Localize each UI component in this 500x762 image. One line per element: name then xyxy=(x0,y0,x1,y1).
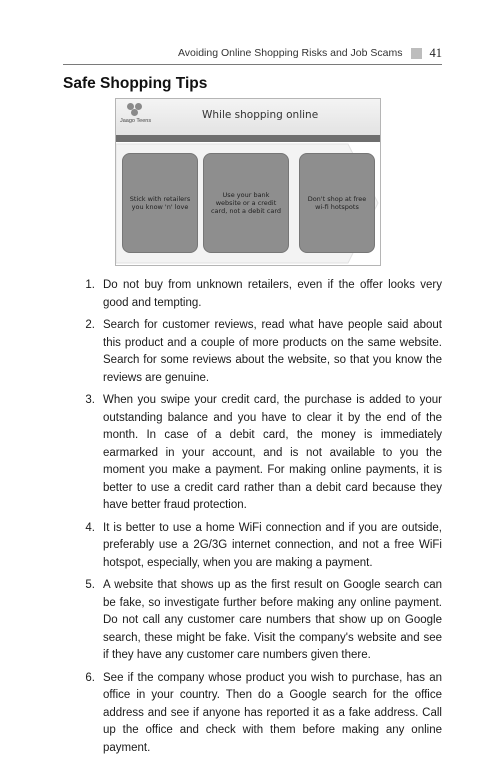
list-item xyxy=(63,577,442,665)
figure-band xyxy=(116,135,380,142)
running-header-title: Avoiding Online Shopping Risks and Job Scams xyxy=(177,47,403,59)
list-item-number: 2. xyxy=(85,319,95,331)
logo-people-icon xyxy=(127,103,143,117)
header-divider xyxy=(63,64,442,65)
tip-card-3-text: Don't shop at free wi-fi hotspots xyxy=(307,195,367,211)
jaago-teens-logo xyxy=(120,103,150,133)
list-item xyxy=(63,317,442,387)
list-item-number: 6. xyxy=(85,671,95,684)
list-item-text: Search for customer reviews, read what have people said about this product and a couple of more products on the same website. Search for some reviews about the website, so that you know the reviews are genuine. xyxy=(103,319,442,384)
tip-card-2 xyxy=(203,153,289,253)
tip-card-1-text: Stick with retailers you know 'n' love xyxy=(129,195,191,211)
header-square-icon xyxy=(411,48,422,59)
list-item-number: 3. xyxy=(85,394,95,406)
running-header xyxy=(63,44,442,62)
figure-header xyxy=(116,99,380,135)
shopping-tips-figure xyxy=(115,98,381,266)
tip-card-1 xyxy=(122,153,198,253)
list-item-text: Do not buy from unknown retailers, even if the offer looks very good and tempting. xyxy=(103,279,442,309)
tips-list xyxy=(63,277,442,762)
logo-text: Jaago Teens xyxy=(120,118,152,124)
list-item xyxy=(63,670,442,758)
page-number: 41 xyxy=(429,45,442,60)
section-title: Safe Shopping Tips xyxy=(63,75,208,92)
list-item xyxy=(63,520,442,573)
list-item xyxy=(63,392,442,515)
tip-card-2-text: Use your bank website or a credit card, not a debit card xyxy=(210,191,282,215)
list-item-text: A website that shows up as the first result on Google search can be fake, so investigate further before making any online payment. Do not call any customer care numbers that show up on Google search, these might be fake. Visit the company's website and see if they have any customer care numbers given there. xyxy=(103,579,442,661)
list-item-number: 5. xyxy=(85,579,95,591)
list-item-number: 1. xyxy=(85,279,95,291)
figure-title: While shopping online xyxy=(202,109,319,121)
list-item-number: 4. xyxy=(85,521,95,534)
list-item xyxy=(63,277,442,312)
list-item-text: See if the company whose product you wish to purchase, has an office in your country. Then do a Google search for the office address and see if anyone has reported it as a fake address. Call up the office and check with them before making any online payment. xyxy=(103,671,442,754)
tip-card-3 xyxy=(299,153,375,253)
list-item-text: It is better to use a home WiFi connection and if you are outside, preferably use a 2G/3G internet connection, and not a free WiFi hotspot, especially, when you are making a payment. xyxy=(103,521,442,569)
list-item-text: When you swipe your credit card, the purchase is added to your outstanding balance and you have to clear it by the end of the month. In case of a debit card, the money is immediately earmarked in your account, and is not available to you the moment you make a payment. For making online payments, it is better to use a credit card rather than a debit card because they have better fraud protection. xyxy=(103,394,442,511)
